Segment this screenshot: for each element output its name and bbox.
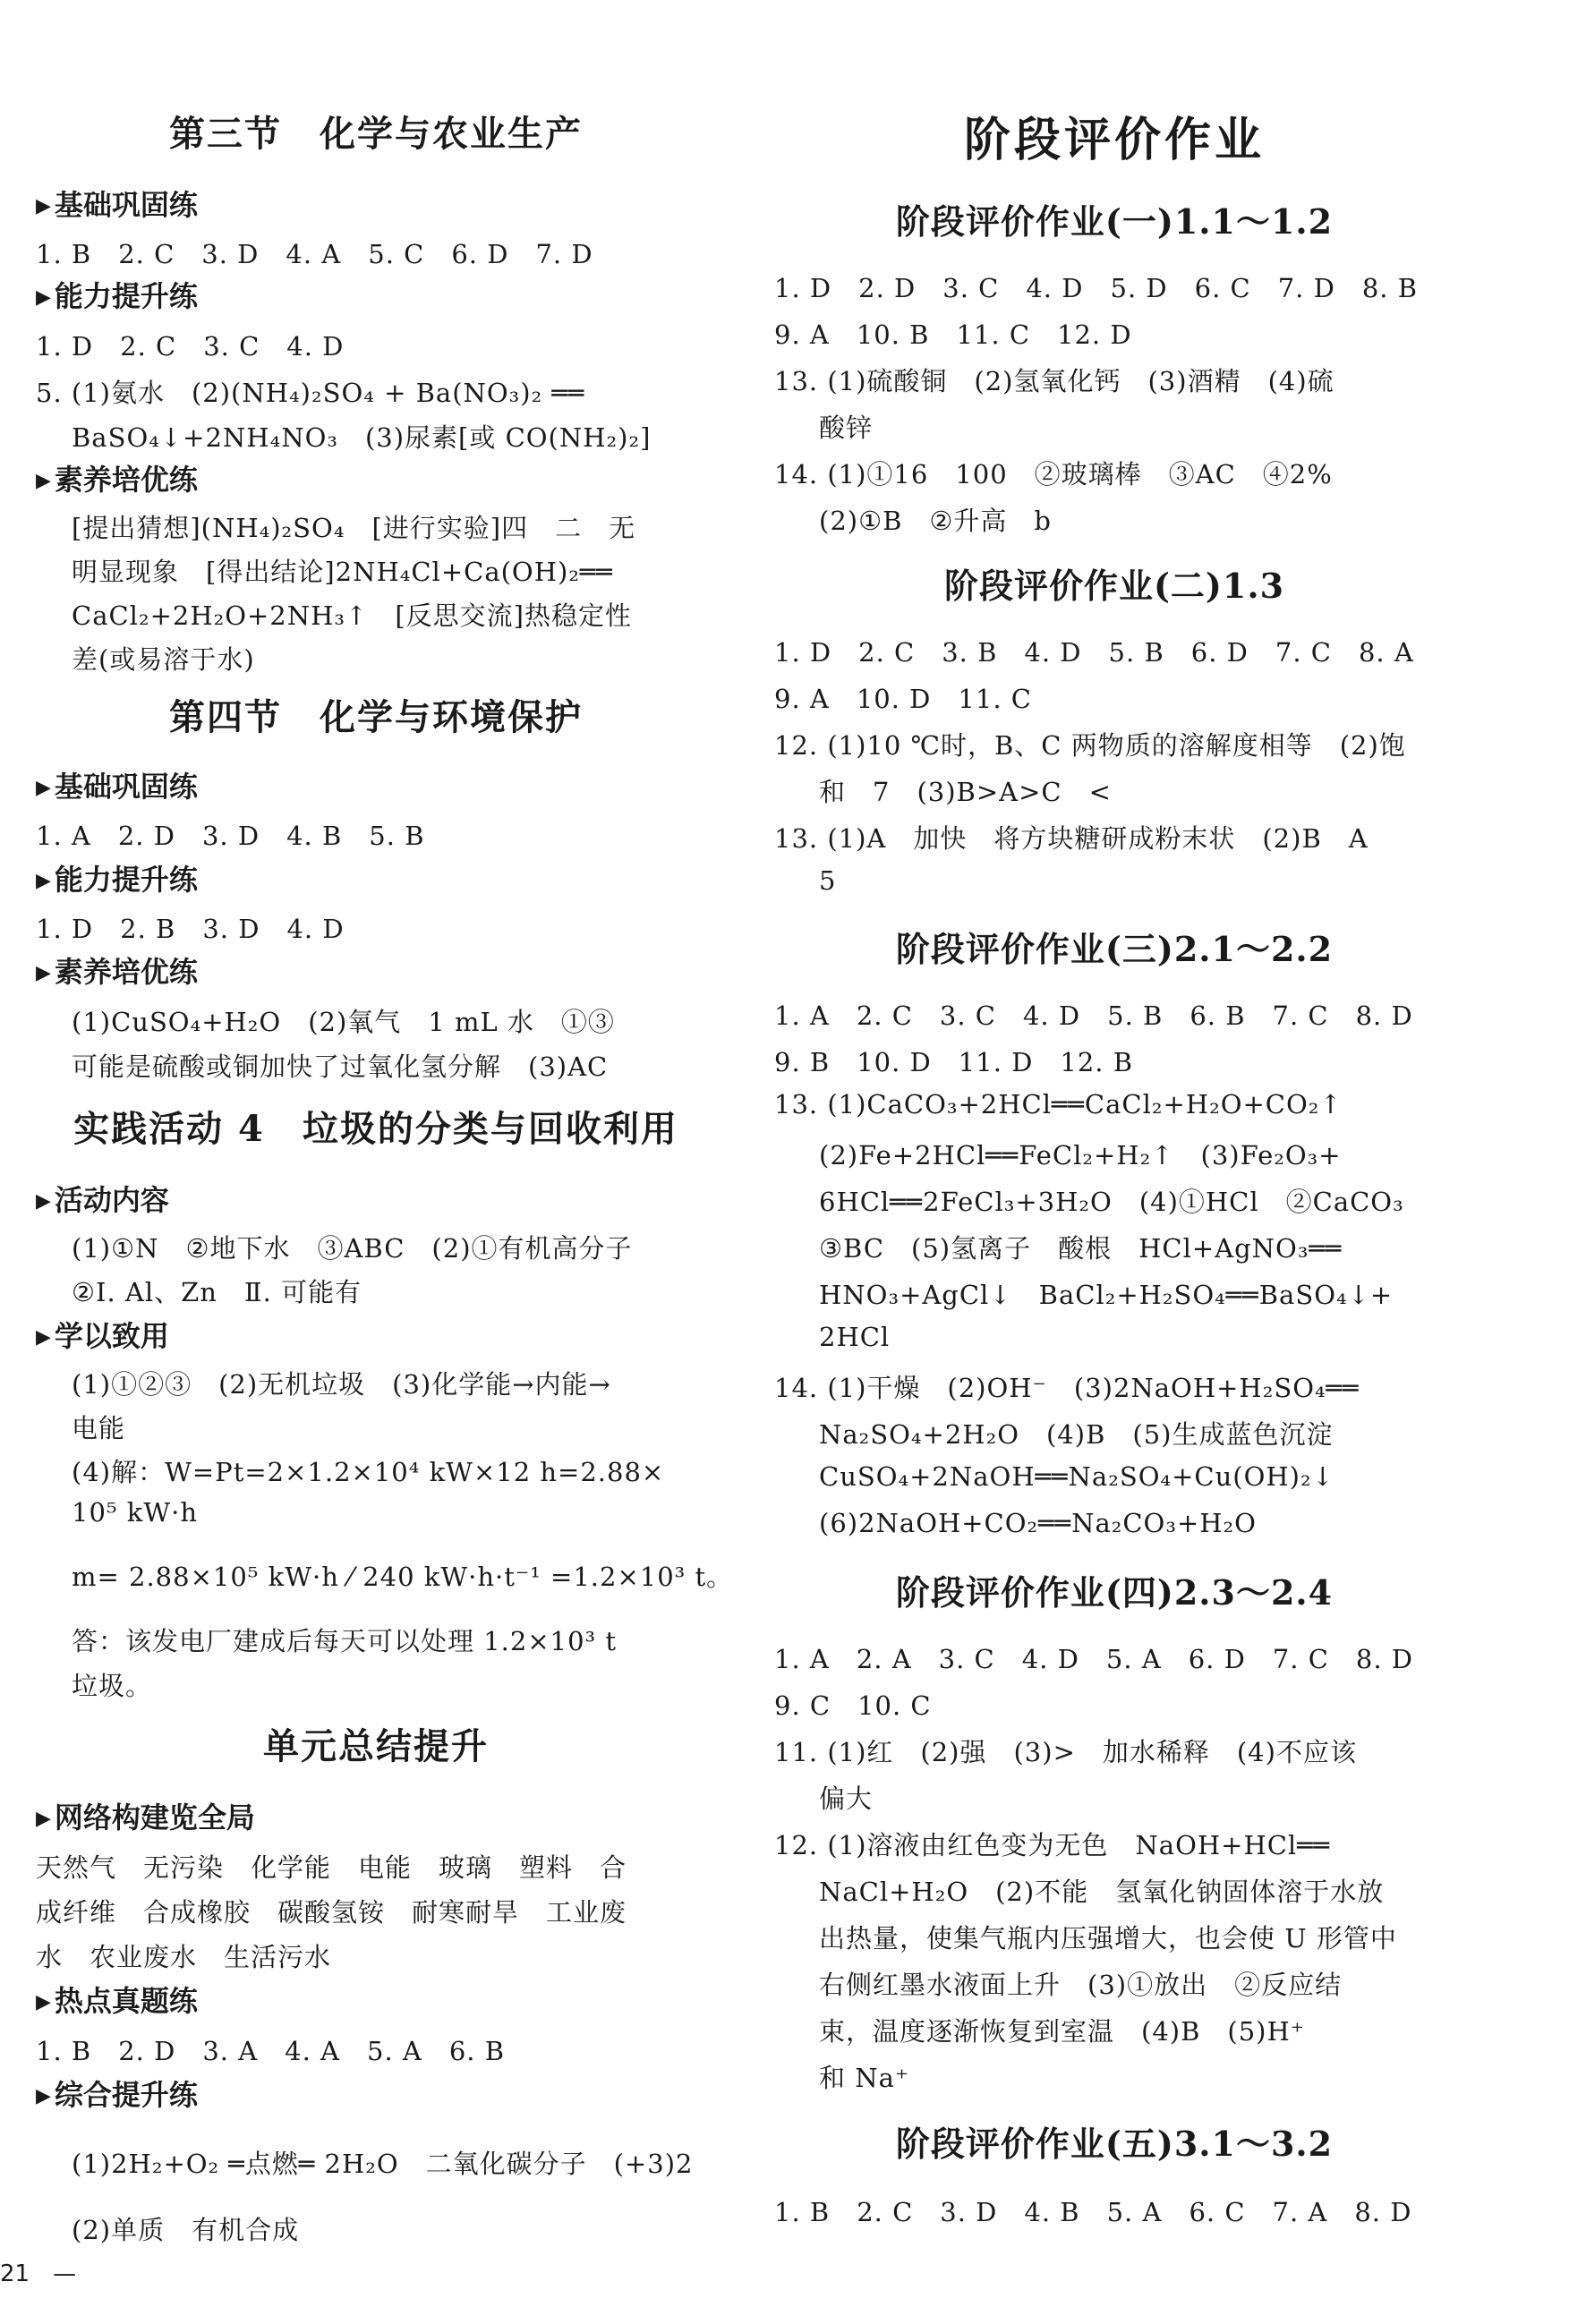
answer-line: 出热量，使集气瓶内压强增大，也会使 U 形管中 bbox=[819, 1923, 1397, 1954]
answer-line: 12. (1)10 ℃时，B、C 两物质的溶解度相等 (2)饱 bbox=[774, 730, 1406, 761]
subsection-heading bbox=[36, 183, 198, 224]
answer-line: 1. D 2. C 3. C 4. D bbox=[36, 331, 345, 362]
subsection-label: 素养培优练 bbox=[54, 955, 198, 989]
answer-line: 和 Na⁺ bbox=[819, 2063, 910, 2093]
answer-line: 偏大 bbox=[819, 1783, 874, 1814]
answer-line: 右侧红墨水液面上升 (3)①放出 ②反应结 bbox=[819, 1970, 1343, 2000]
subsection-label: 能力提升练 bbox=[54, 279, 198, 313]
answer-line: 2HCl bbox=[819, 1322, 891, 1352]
answer-line: 9. C 10. C bbox=[774, 1690, 932, 1721]
answer-line: 13. (1)CaCO₃+2HCl══CaCl₂+H₂O+CO₂↑ bbox=[774, 1089, 1343, 1119]
stage-title: 阶段评价作业(四)2.3～2.4 bbox=[895, 1572, 1334, 1613]
triangle-bullet-icon: ▶ bbox=[36, 1808, 51, 1830]
answer-line: ②Ⅰ. Al、Zn Ⅱ. 可能有 bbox=[72, 1277, 362, 1307]
subsection-label: 活动内容 bbox=[54, 1183, 169, 1217]
subsection-heading bbox=[36, 764, 198, 805]
answer-line: 13. (1)A 加快 将方块糖研成粉末状 (2)B A bbox=[774, 823, 1369, 854]
answer-line: 13. (1)硫酸铜 (2)氢氧化钙 (3)酒精 (4)硫 bbox=[774, 366, 1335, 396]
answer-line: 电能 bbox=[72, 1413, 126, 1443]
answer-line: (1)①②③ (2)无机垃圾 (3)化学能→内能→ bbox=[72, 1369, 611, 1400]
answer-line: (1)2H₂+O₂ ═点燃═ 2H₂O 二氧化碳分子 (+3)2 bbox=[72, 2149, 694, 2179]
answer-line: BaSO₄↓+2NH₄NO₃ (3)尿素[或 CO(NH₂)₂] bbox=[72, 422, 652, 453]
answer-line: (1)①N ②地下水 ③ABC (2)①有机高分子 bbox=[72, 1233, 633, 1264]
answer-line: HNO₃+AgCl↓ BaCl₂+H₂SO₄══BaSO₄↓+ bbox=[819, 1280, 1394, 1310]
subsection-heading bbox=[36, 1178, 169, 1219]
answer-line: 9. A 10. B 11. C 12. D bbox=[774, 319, 1132, 350]
answer-line: 1. B 2. D 3. A 4. A 5. A 6. B bbox=[36, 2036, 506, 2066]
triangle-bullet-icon: ▶ bbox=[36, 870, 51, 892]
answer-line: (2)①B ②升高 b bbox=[819, 506, 1052, 536]
answer-line: m= 2.88×10⁵ kW·h ⁄ 240 kW·h·t⁻¹ =1.2×10³ t。 bbox=[72, 1562, 734, 1592]
subsection-label: 基础巩固练 bbox=[54, 770, 198, 804]
triangle-bullet-icon: ▶ bbox=[36, 1991, 51, 2013]
answer-line: 垃圾。 bbox=[72, 1671, 153, 1701]
answer-line: 和 7 (3)B>A>C < bbox=[819, 777, 1112, 807]
answer-line: 1. D 2. D 3. C 4. D 5. D 6. C 7. D 8. B bbox=[774, 273, 1419, 303]
subsection-heading bbox=[36, 457, 198, 498]
subsection-label: 网络构建览全局 bbox=[54, 1800, 255, 1835]
answer-line: 束，温度逐渐恢复到室温 (4)B (5)H⁺ bbox=[819, 2016, 1306, 2047]
subsection-label: 学以致用 bbox=[54, 1319, 169, 1353]
answer-line: CuSO₄+2NaOH══Na₂SO₄+Cu(OH)₂↓ bbox=[819, 1461, 1335, 1492]
subsection-heading bbox=[36, 274, 198, 315]
answer-line: 1. B 2. C 3. D 4. A 5. C 6. D 7. D bbox=[36, 239, 593, 269]
answer-line: 5 bbox=[819, 865, 837, 896]
answer-line: 5. (1)氨水 (2)(NH₄)₂SO₄ + Ba(NO₃)₂ ══ bbox=[36, 378, 585, 408]
answer-line: 11. (1)红 (2)强 (3)> 加水稀释 (4)不应该 bbox=[774, 1737, 1357, 1767]
subsection-heading bbox=[36, 1979, 198, 2020]
section-title: 单元总结提升 bbox=[263, 1725, 489, 1767]
subsection-label: 素养培优练 bbox=[54, 463, 198, 497]
triangle-bullet-icon: ▶ bbox=[36, 1190, 51, 1213]
stage-title: 阶段评价作业(三)2.1～2.2 bbox=[895, 929, 1334, 969]
answer-line: (2)单质 有机合成 bbox=[72, 2215, 300, 2245]
answer-line: (2)Fe+2HCl══FeCl₂+H₂↑ (3)Fe₂O₃+ bbox=[819, 1140, 1342, 1171]
section-title: 第三节 化学与农业生产 bbox=[169, 113, 583, 155]
answer-line: 1. D 2. B 3. D 4. D bbox=[36, 914, 345, 944]
answer-line: 14. (1)干燥 (2)OH⁻ (3)2NaOH+H₂SO₄══ bbox=[774, 1373, 1360, 1403]
answer-line: 1. D 2. C 3. B 4. D 5. B 6. D 7. C 8. A bbox=[774, 637, 1414, 668]
answer-line: 9. B 10. D 11. D 12. B bbox=[774, 1047, 1134, 1077]
answer-line: (6)2NaOH+CO₂══Na₂CO₃+H₂O bbox=[819, 1508, 1257, 1538]
triangle-bullet-icon: ▶ bbox=[36, 195, 51, 217]
answer-line: 12. (1)溶液由红色变为无色 NaOH+HCl══ bbox=[774, 1830, 1331, 1860]
answer-line: (1)CuSO₄+H₂O (2)氧气 1 mL 水 ①③ bbox=[72, 1007, 615, 1037]
subsection-label: 热点真题练 bbox=[54, 1984, 198, 2018]
answer-line: 10⁵ kW·h bbox=[72, 1497, 199, 1528]
stage-title: 阶段评价作业(一)1.1～1.2 bbox=[895, 201, 1334, 242]
answer-line: 1. A 2. C 3. C 4. D 5. B 6. B 7. C 8. D bbox=[774, 1000, 1413, 1031]
triangle-bullet-icon: ▶ bbox=[36, 777, 51, 799]
page-title: 阶段评价作业 bbox=[963, 113, 1265, 167]
answer-line: 酸锌 bbox=[819, 413, 874, 443]
triangle-bullet-icon: ▶ bbox=[36, 470, 51, 492]
answer-line: 差(或易溶于水) bbox=[72, 644, 255, 675]
answer-line: 1. B 2. C 3. D 4. B 5. A 6. C 7. A 8. D bbox=[774, 2197, 1412, 2227]
subsection-heading bbox=[36, 857, 198, 898]
answer-line: 14. (1)①16 100 ②玻璃棒 ③AC ④2% bbox=[774, 459, 1333, 489]
answer-line: 水 农业废水 生活污水 bbox=[36, 1942, 332, 1972]
subsection-label: 能力提升练 bbox=[54, 863, 198, 897]
subsection-heading bbox=[36, 1314, 169, 1355]
answer-line: ③BC (5)氢离子 酸根 HCl+AgNO₃══ bbox=[819, 1233, 1343, 1264]
subsection-label: 综合提升练 bbox=[54, 2078, 198, 2112]
answer-line: 6HCl══2FeCl₃+3H₂O (4)①HCl ②CaCO₃ bbox=[819, 1187, 1404, 1217]
page-number: 21 — bbox=[0, 2260, 77, 2287]
answer-line: 成纤维 合成橡胶 碳酸氢铵 耐寒耐旱 工业废 bbox=[36, 1897, 627, 1928]
answer-line: 答：该发电厂建成后每天可以处理 1.2×10³ t bbox=[72, 1626, 618, 1656]
triangle-bullet-icon: ▶ bbox=[36, 2085, 51, 2107]
answer-line: CaCl₂+2H₂O+2NH₃↑ [反思交流]热稳定性 bbox=[72, 600, 632, 631]
answer-line: 天然气 无污染 化学能 电能 玻璃 塑料 合 bbox=[36, 1852, 627, 1883]
answer-line: 9. A 10. D 11. C bbox=[774, 684, 1032, 714]
answer-line: 可能是硫酸或铜加快了过氧化氢分解 (3)AC bbox=[72, 1051, 609, 1082]
answer-line: 1. A 2. A 3. C 4. D 5. A 6. D 7. C 8. D bbox=[774, 1644, 1414, 1674]
answer-line: NaCl+H₂O (2)不能 氢氧化钠固体溶于水放 bbox=[819, 1877, 1385, 1907]
answer-line: [提出猜想](NH₄)₂SO₄ [进行实验]四 二 无 bbox=[72, 513, 636, 543]
triangle-bullet-icon: ▶ bbox=[36, 1326, 51, 1349]
stage-title: 阶段评价作业(五)3.1～3.2 bbox=[895, 2124, 1334, 2164]
subsection-heading bbox=[36, 1795, 255, 1836]
stage-title: 阶段评价作业(二)1.3 bbox=[943, 566, 1285, 606]
subsection-heading bbox=[36, 2073, 198, 2114]
answer-line: 1. A 2. D 3. D 4. B 5. B bbox=[36, 821, 425, 851]
subsection-label: 基础巩固练 bbox=[54, 188, 198, 222]
subsection-heading bbox=[36, 949, 198, 991]
triangle-bullet-icon: ▶ bbox=[36, 286, 51, 309]
answer-line: 明显现象 [得出结论]2NH₄Cl+Ca(OH)₂══ bbox=[72, 557, 613, 587]
section-title: 实践活动 4 垃圾的分类与回收利用 bbox=[73, 1108, 678, 1150]
section-title: 第四节 化学与环境保护 bbox=[169, 696, 583, 738]
answer-line: (4)解：W=Pt=2×1.2×10⁴ kW×12 h=2.88× bbox=[72, 1457, 665, 1487]
answer-line: Na₂SO₄+2H₂O (4)B (5)生成蓝色沉淀 bbox=[819, 1419, 1334, 1450]
triangle-bullet-icon: ▶ bbox=[36, 962, 51, 984]
